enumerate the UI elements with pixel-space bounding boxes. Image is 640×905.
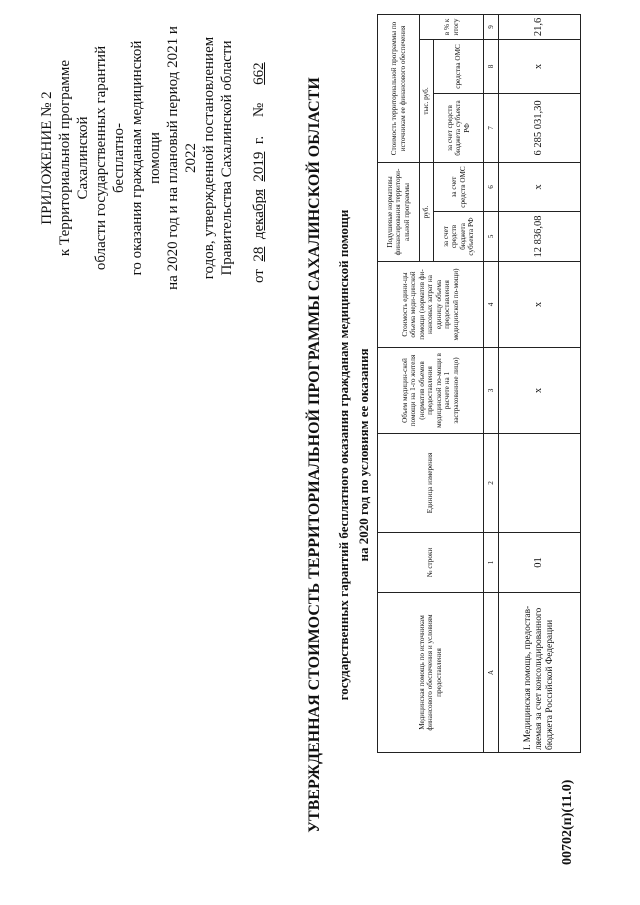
- appendix-line: Правительства Сахалинской области: [219, 40, 235, 276]
- header-cell: в % к итогу: [420, 14, 484, 39]
- column-number: 2: [484, 434, 499, 533]
- table-row: [499, 14, 581, 752]
- appendix-line: области государственных гарантий бесплатно-: [93, 45, 127, 271]
- header-cell: за счет средств ОМС: [434, 162, 484, 211]
- header-cell: за счет средств бюджета субъекта РФ: [434, 212, 484, 262]
- header-cell: Медицинская помощь по источникам финансового обеспечения и условиям предоставления: [378, 593, 484, 753]
- appendix-line: к Территориальной программе Сахалинской: [57, 59, 91, 257]
- row-unit: [499, 434, 581, 533]
- date-day: 28: [251, 246, 267, 262]
- header-cell: Подушевые нормативы финансирования территори-альной программы: [378, 162, 420, 261]
- appendix-line: на 2020 год и на плановый период 2021 и 2022: [165, 26, 199, 290]
- row-percent: 21,6: [499, 14, 581, 39]
- column-number: 8: [484, 39, 499, 93]
- main-title: УТВЕРЖДЕННАЯ СТОИМОСТЬ ТЕРРИТОРИАЛЬНОЙ ПРОГРАММЫ САХАЛИНСКОЙ ОБЛАСТИ: [306, 77, 323, 833]
- row-cost-oms: х: [499, 39, 581, 93]
- row-cost-rf: 6 285 031,30: [499, 93, 581, 162]
- row-label: I. Медицинская помощь, предостав-ляемая за счет консолидированного бюджета Российской Федерации: [499, 593, 581, 753]
- column-number: 1: [484, 533, 499, 593]
- appendix-block: [38, 23, 268, 293]
- row-norm-oms: х: [499, 162, 581, 211]
- subtitle-line: на 2020 год по условиям ее оказания: [356, 348, 371, 562]
- date-year: 2019: [251, 151, 267, 182]
- form-code: 00702(п)(11.0): [560, 779, 575, 865]
- column-number: 4: [484, 262, 499, 348]
- header-cell: Стоимость территориальной программы по источникам ее финансового обеспечения: [378, 14, 420, 162]
- date-month: декабря: [251, 189, 267, 240]
- header-cell: № строки: [378, 533, 484, 593]
- row-norm-rf: 12 836,08: [499, 212, 581, 262]
- column-number: 7: [484, 93, 499, 162]
- column-number: 6: [484, 162, 499, 211]
- header-cell: Стоимость едини-цы объема меди-цинской помощи (норматив фи-нансовых затрат на единицу объема предоставления медицинской по-мощи): [378, 262, 484, 348]
- header-cell: средства ОМС: [434, 39, 484, 93]
- decree-number: 662: [251, 62, 267, 85]
- column-number: 9: [484, 14, 499, 39]
- column-number: 5: [484, 212, 499, 262]
- header-cell: Объем медицин-ской помощи на 1-го жителя (норматив объемов предоставления медицинской по-мощи в расчете на 1 застрахованное лицо): [378, 348, 484, 434]
- header-cell: Единица измерения: [378, 434, 484, 533]
- row-volume: х: [499, 348, 581, 434]
- subtitle-line: государственных гарантий бесплатного оказания гражданам медицинской помощи: [336, 209, 351, 701]
- appendix-line: го оказания гражданам медицинской помощи: [129, 40, 163, 276]
- appendix-line: годов, утвержденной постановлением: [201, 36, 217, 280]
- unit-cell: тыс. руб.: [420, 39, 434, 162]
- row-unit-cost: х: [499, 262, 581, 348]
- unit-cell: руб.: [420, 162, 434, 261]
- row-code: 01: [499, 533, 581, 593]
- cost-table: [377, 14, 581, 753]
- column-number: 3: [484, 348, 499, 434]
- appendix-number: ПРИЛОЖЕНИЕ № 2: [39, 91, 55, 225]
- header-cell: за счет средств бюджета субъекта РФ: [434, 93, 484, 162]
- appendix-date-line: от 28 декабря 2019 г. № 662: [250, 23, 268, 293]
- column-number: А: [484, 593, 499, 753]
